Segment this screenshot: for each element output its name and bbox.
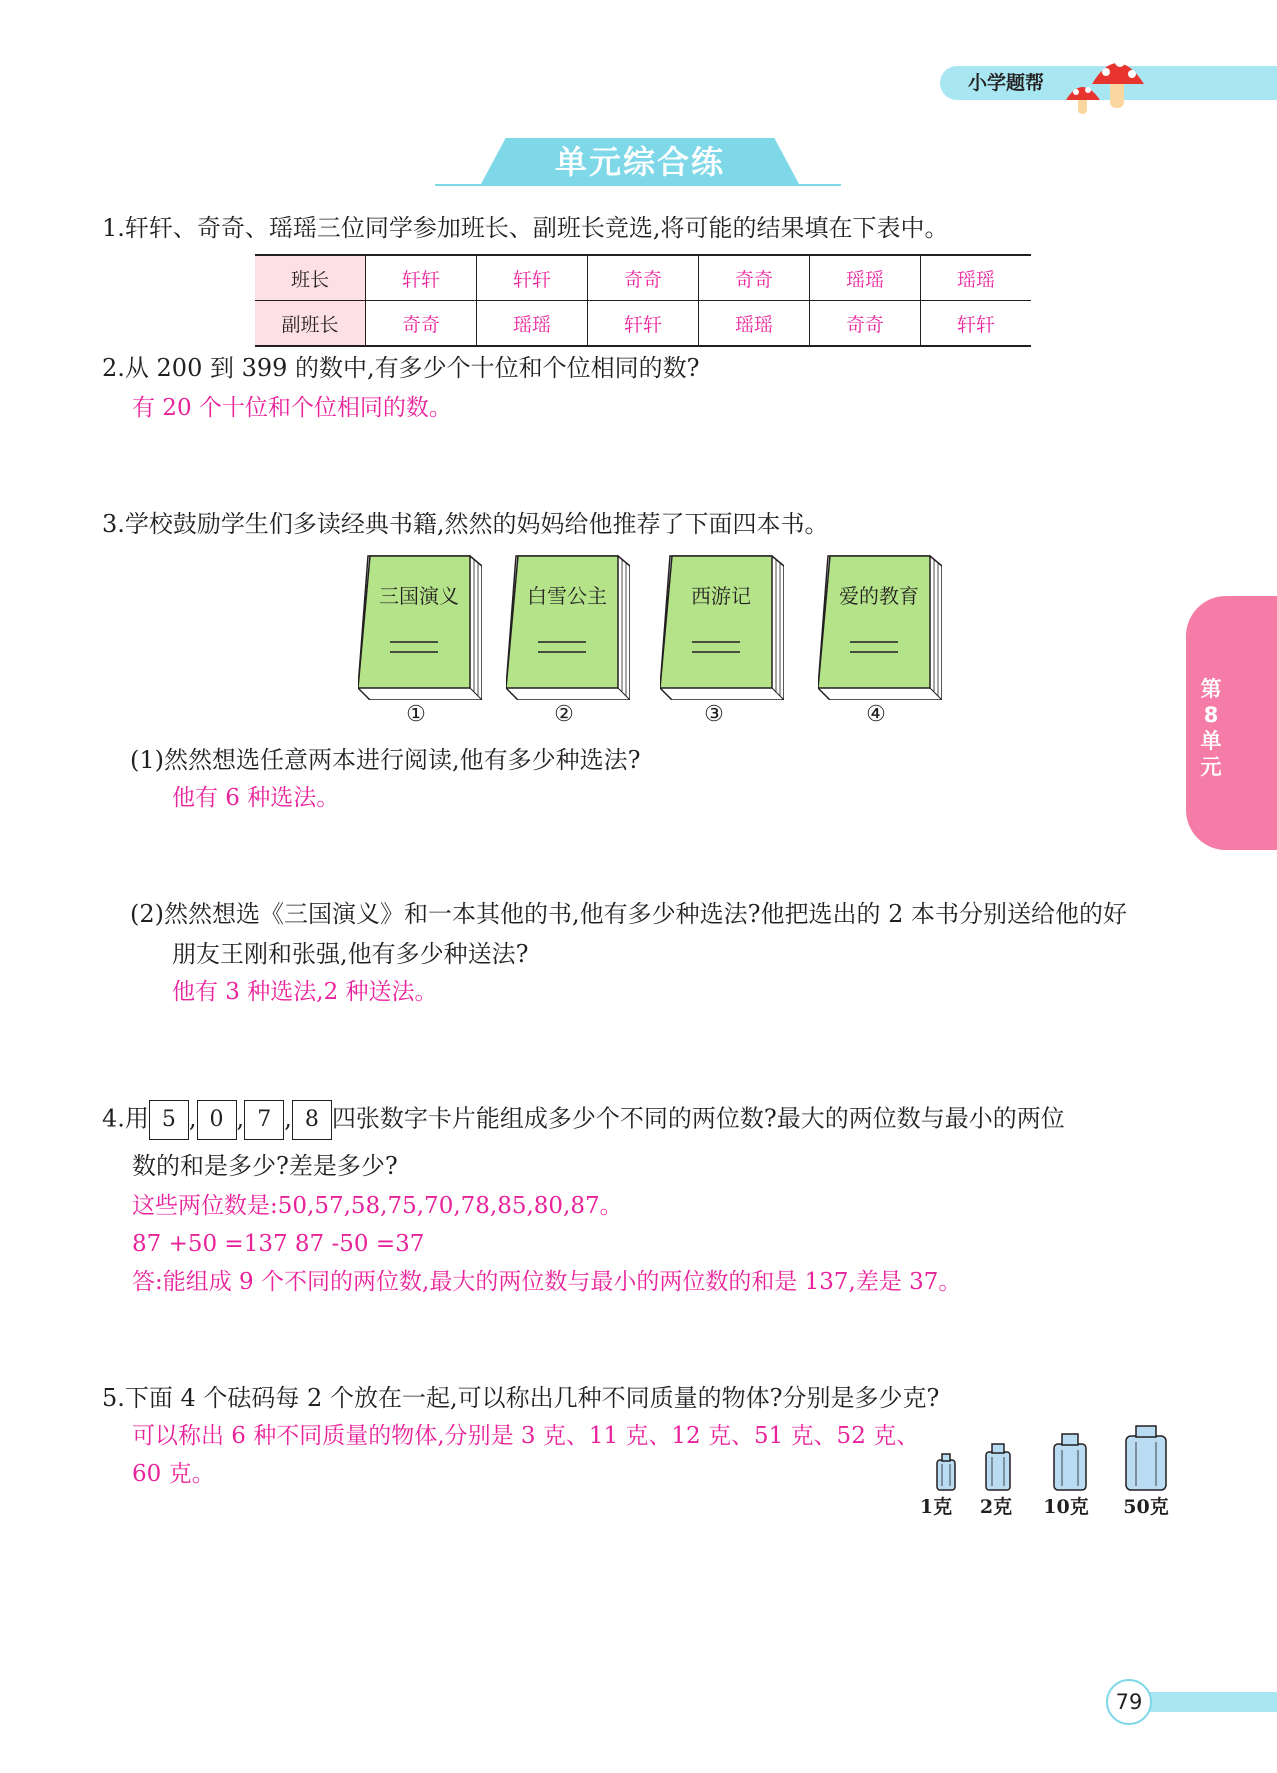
question-3-2-line-2: 朋友王刚和张强,他有多少种送法? [172,940,529,968]
answer-3-1: 他有 6 种选法。 [172,785,340,811]
table-cell: 轩轩 [477,255,588,301]
question-3-2-line-1: (2)然然想选《三国演义》和一本其他的书,他有多少种选法?他把选出的 2 本书分别送给他的好 [130,900,1128,928]
book-number: ① [406,702,426,727]
answer-3-2: 他有 3 种选法,2 种送法。 [172,979,438,1005]
table-cell: 奇奇 [366,301,477,347]
weights-illustration [920,1424,1180,1498]
answer-5-line-1: 可以称出 6 种不同质量的物体,分别是 3 克、11 克、12 克、51 克、52 克、 [132,1423,920,1449]
question-4-prefix: 4.用 [102,1104,149,1133]
number-card: 5 [149,1100,189,1140]
question-3: 3.学校鼓励学生们多读经典书籍,然然的妈妈给他推荐了下面四本书。 [102,510,829,538]
answer-4-line-3: 答:能组成 9 个不同的两位数,最大的两位数与最小的两位数的和是 137,差是 37。 [132,1269,962,1295]
question-4-suffix: 四张数字卡片能组成多少个不同的两位数?最大的两位数与最小的两位 [331,1104,1065,1133]
weight-50g-icon [1126,1426,1166,1490]
book-title: 白雪公主 [527,584,607,608]
book-icon [818,552,942,700]
weight-label: 10克 [1043,1496,1089,1518]
table-cell: 瑶瑶 [477,301,588,347]
question-3-1: (1)然然想选任意两本进行阅读,他有多少种选法? [130,746,641,774]
mushroom-icon [1062,44,1148,116]
table-cell: 瑶瑶 [921,255,1032,301]
weight-label: 50克 [1123,1496,1169,1518]
table-row [255,301,1031,347]
question-1: 1.轩轩、奇奇、瑶瑶三位同学参加班长、副班长竞选,将可能的结果填在下表中。 [102,214,949,242]
book-icon [660,552,784,700]
number-card: 8 [292,1100,332,1140]
book-4 [818,552,942,727]
book-icon [358,552,482,700]
table-cell: 瑶瑶 [810,255,921,301]
weight-1g-icon [937,1454,955,1490]
weight-label: 2克 [979,1496,1013,1518]
weight-2g-icon [986,1444,1010,1490]
table-cell: 轩轩 [921,301,1032,347]
book-number: ③ [704,702,724,727]
table-cell: 轩轩 [588,301,699,347]
question-2: 2.从 200 到 399 的数中,有多少个十位和个位相同的数? [102,354,700,382]
table-cell: 奇奇 [588,255,699,301]
question-5: 5.下面 4 个砝码每 2 个放在一起,可以称出几种不同质量的物体?分别是多少克? [102,1384,940,1412]
answer-4-line-2: 87 +50 =137 87 -50 =37 [132,1231,425,1257]
table-cell: 瑶瑶 [699,301,810,347]
table-cell: 奇奇 [699,255,810,301]
table-cell: 轩轩 [366,255,477,301]
page-title: 单元综合练 [554,143,725,181]
question-4-line-2: 数的和是多少?差是多少? [132,1152,398,1180]
unit-side-tab-label: 第8单元 [1200,677,1222,779]
table-row [255,255,1031,301]
book-1 [358,552,482,727]
election-table [255,254,1031,347]
book-title: 三国演义 [379,584,459,608]
book-3 [660,552,784,727]
number-card: 0 [197,1100,237,1140]
answer-2: 有 20 个十位和个位相同的数。 [132,395,452,421]
book-2 [506,552,630,727]
book-icon [506,552,630,700]
table-cell: 奇奇 [810,301,921,347]
book-number: ② [554,702,574,727]
book-number: ④ [866,702,886,727]
row-label: 班长 [255,255,366,301]
number-card: 7 [244,1100,284,1140]
row-label: 副班长 [255,301,366,347]
weight-label: 1克 [919,1496,953,1518]
book-title: 西游记 [691,584,751,608]
book-title: 爱的教育 [839,584,919,608]
answer-5-line-2: 60 克。 [132,1461,215,1487]
page-number: 79 [1106,1679,1152,1725]
page-number-bar [1130,1692,1277,1712]
answer-4-line-1: 这些两位数是:50,57,58,75,70,78,85,80,87。 [132,1193,623,1219]
question-4-line-1: 4.用 5 , 0 , 7 , 8 四张数字卡片能组成多少个不同的两位数?最大的两位数与最小的两位 [102,1100,1065,1140]
brand-label: 小学题帮 [968,72,1045,94]
weight-10g-icon [1054,1434,1086,1490]
